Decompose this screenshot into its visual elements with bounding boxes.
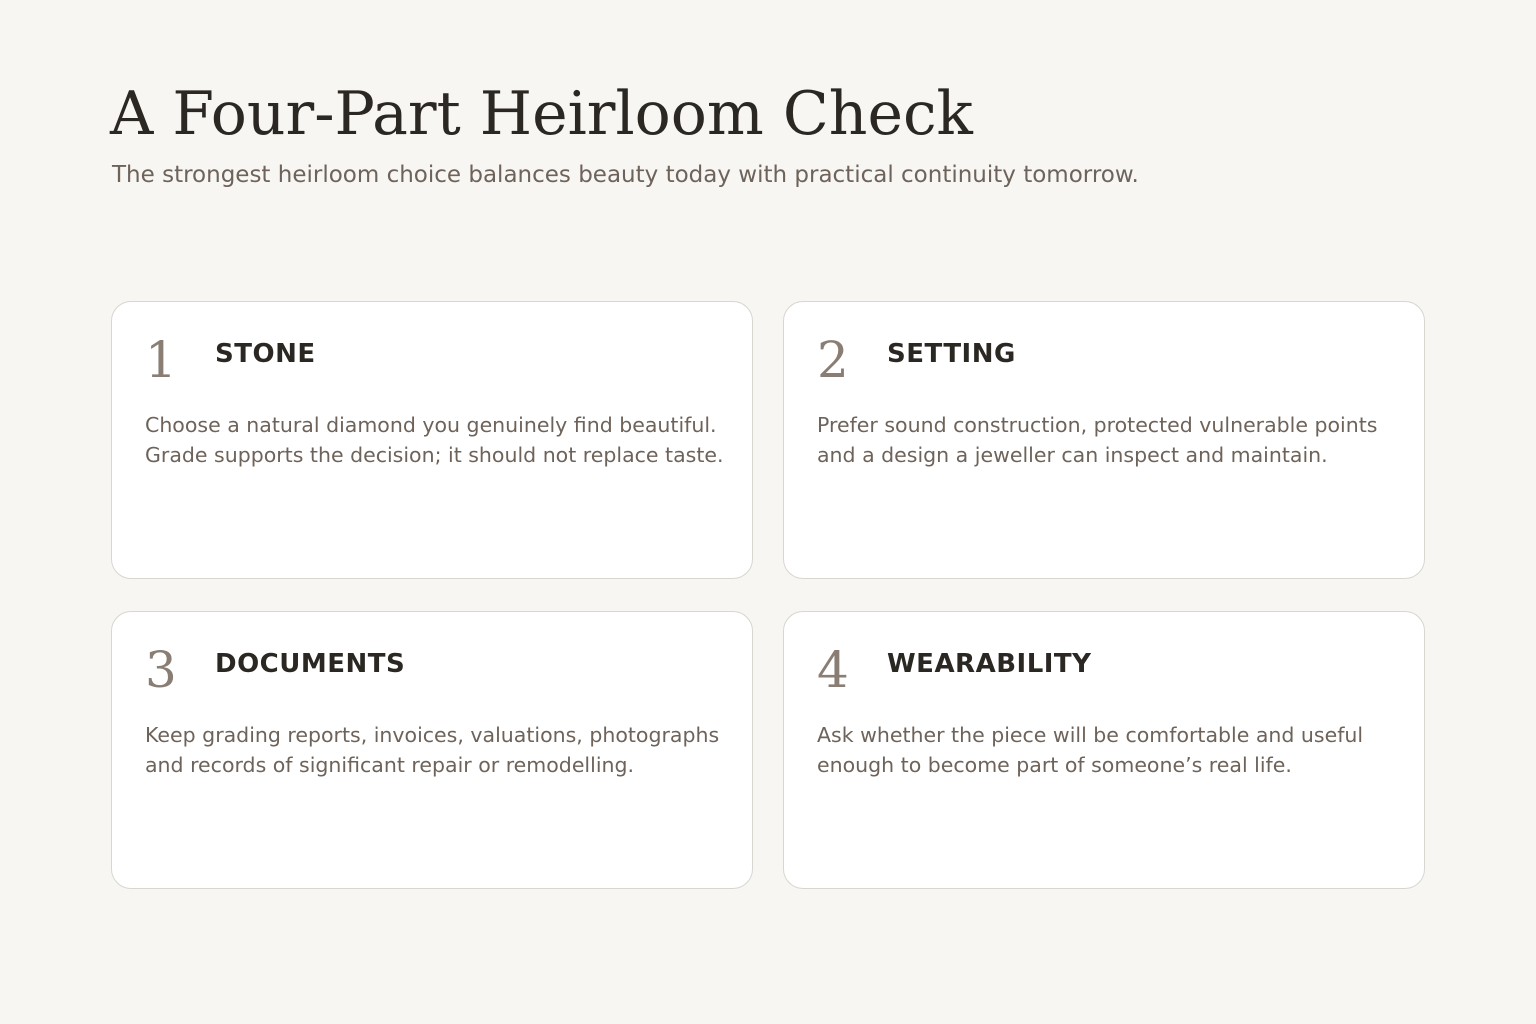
card-text: Prefer sound construction, protected vulnerable points and a design a jeweller can inspect and maintain. — [817, 413, 1378, 467]
card-documents — [111, 611, 753, 889]
card-text: Keep grading reports, invoices, valuations, photographs and records of significant repair or remodelling. — [145, 723, 720, 777]
card-number: 2 — [817, 331, 849, 389]
card-setting — [783, 301, 1425, 579]
page-title: A Four-Part Heirloom Check — [110, 79, 973, 149]
card-number: 1 — [145, 331, 177, 389]
card-text: Choose a natural diamond you genuinely find beautiful. Grade supports the decision; it should not replace taste. — [145, 413, 724, 467]
card-title: STONE — [215, 339, 316, 369]
card-title: SETTING — [887, 339, 1016, 369]
card-number: 3 — [145, 641, 177, 699]
card-wearability — [783, 611, 1425, 889]
page-subtitle: The strongest heirloom choice balances beauty today with practical continuity tomorrow. — [112, 162, 1139, 188]
card-title: DOCUMENTS — [215, 649, 406, 679]
card-stone — [111, 301, 753, 579]
card-number: 4 — [817, 641, 849, 699]
card-text: Ask whether the piece will be comfortable and useful enough to become part of someone’s real life. — [817, 723, 1364, 777]
card-title: WEARABILITY — [887, 649, 1092, 679]
